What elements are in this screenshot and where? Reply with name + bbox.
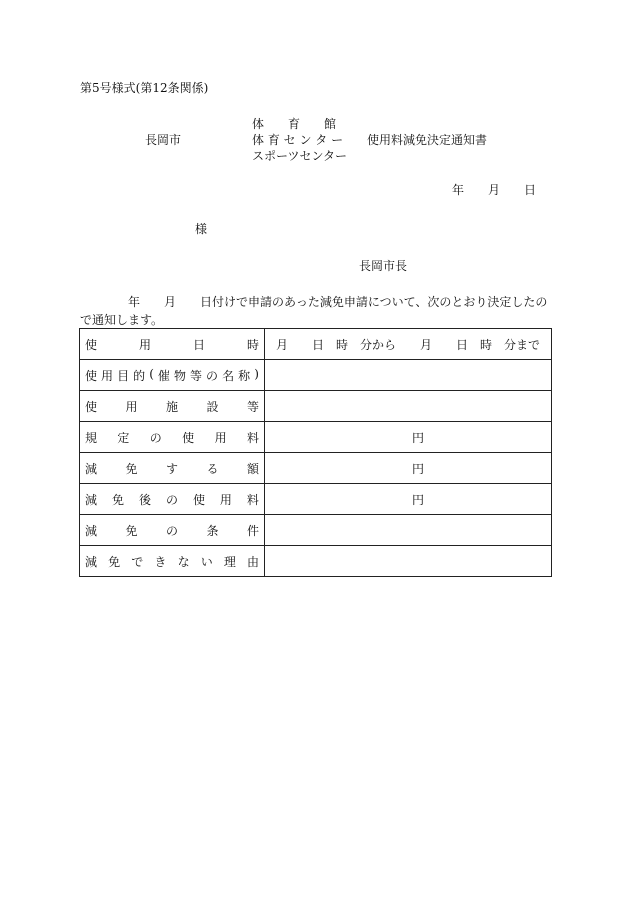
row-label-facilities: [80, 391, 265, 422]
label-text: 減 免 で き な い 理 由: [85, 554, 259, 569]
table-row: [80, 546, 552, 577]
facility-type-sports-hall: 体 育 セ ン タ ー: [252, 133, 344, 147]
facility-type-gymnasium: 体 育 館: [252, 117, 337, 131]
yen-unit: 円: [411, 430, 424, 445]
notice-title: 使用料減免決定通知書: [367, 133, 488, 147]
issuer-name: 長岡市長: [359, 259, 408, 273]
reduction-amount-field[interactable]: [265, 453, 552, 484]
table-row: [80, 484, 552, 515]
yen-unit: 円: [411, 461, 424, 476]
label-text: 減 免 の 条 件: [85, 523, 259, 538]
label-text: 規 定 の 使 用 料: [85, 430, 259, 445]
table-row: [80, 422, 552, 453]
row-label-usage-datetime: [80, 329, 265, 360]
row-label-reduction-amount: [80, 453, 265, 484]
body-text: 年 月 日付けで申請のあった減免申請について、次のとおり決定したので通知します。: [80, 295, 548, 327]
standard-fee-field[interactable]: [265, 422, 552, 453]
form-number: 第5号様式(第12条関係): [80, 81, 209, 95]
date-line: 年 月 日: [452, 183, 537, 197]
facilities-field[interactable]: [265, 391, 552, 422]
row-label-reduction-conditions: [80, 515, 265, 546]
table-row: [80, 360, 552, 391]
table-row: [80, 391, 552, 422]
recipient-suffix: 様: [195, 222, 208, 236]
label-text: 使 用 施 設 等: [85, 399, 259, 414]
row-label-standard-fee: [80, 422, 265, 453]
row-label-fee-after-reduction: [80, 484, 265, 515]
fee-after-reduction-field[interactable]: [265, 484, 552, 515]
form-table: [79, 328, 552, 577]
label-text: 使 用 目 的 ( 催 物 等 の 名 称 ): [85, 366, 259, 383]
table-row: [80, 515, 552, 546]
rejection-reason-field[interactable]: [265, 546, 552, 577]
usage-datetime-field[interactable]: [265, 329, 552, 360]
table-row: [80, 453, 552, 484]
datetime-range-text: 月 日 時 分から 月 日 時 分まで: [275, 337, 540, 352]
reduction-conditions-field[interactable]: [265, 515, 552, 546]
table-row: [80, 329, 552, 360]
label-text: 減 免 す る 額: [85, 461, 259, 476]
usage-purpose-field[interactable]: [265, 360, 552, 391]
city-name: 長岡市: [145, 133, 182, 147]
yen-unit: 円: [411, 492, 424, 507]
label-text: 減 免 後 の 使 用 料: [85, 492, 259, 507]
facility-type-sports-center: スポーツセンター: [252, 149, 348, 163]
row-label-usage-purpose: [80, 360, 265, 391]
label-text: 使 用 日 時: [85, 337, 259, 352]
row-label-rejection-reason: [80, 546, 265, 577]
